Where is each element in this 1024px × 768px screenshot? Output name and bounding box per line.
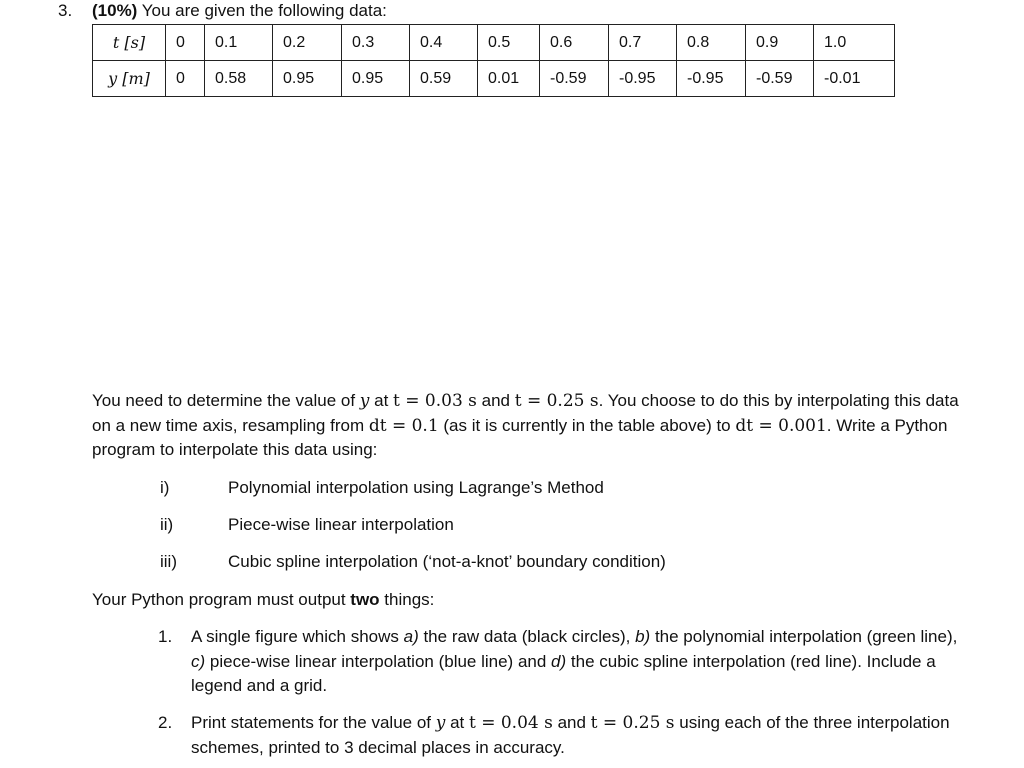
bold-word: two bbox=[350, 590, 380, 609]
t-cell: 0.9 bbox=[746, 25, 814, 61]
method-text: Piece-wise linear interpolation bbox=[228, 515, 454, 534]
text-run: Print statements for the value of bbox=[191, 713, 436, 732]
method-text: Polynomial interpolation using Lagrange’s Method bbox=[228, 478, 604, 497]
italic-marker: c) bbox=[191, 651, 206, 671]
y-cell: -0.95 bbox=[609, 61, 677, 97]
method-number: iii) bbox=[160, 552, 177, 571]
output-item-figure bbox=[158, 625, 958, 699]
text-run: . Write a Python program to interpolate this data using: bbox=[92, 415, 948, 459]
text-run: and bbox=[552, 713, 591, 732]
text-run: piece-wise linear interpolation (blue line) and bbox=[205, 651, 552, 671]
t-cell: 0.1 bbox=[205, 25, 273, 61]
text-run: A single figure which shows bbox=[191, 627, 404, 646]
text-run: at bbox=[445, 713, 469, 732]
t-cell: 0.3 bbox=[342, 25, 410, 61]
t-cell: 0.6 bbox=[540, 25, 609, 61]
y-label: y [m] bbox=[93, 61, 166, 97]
text-run: (as it is currently in the table above) to bbox=[438, 415, 736, 435]
math-eq: t = 0.25 s bbox=[514, 391, 599, 411]
y-cell: 0.95 bbox=[273, 61, 342, 97]
method-number: i) bbox=[160, 478, 170, 497]
text-run: at bbox=[369, 391, 394, 410]
t-cell: 0 bbox=[166, 25, 205, 61]
text-run: and bbox=[476, 391, 515, 410]
math-eq: dt = 0.1 bbox=[368, 415, 439, 436]
y-cell: -0.59 bbox=[746, 61, 814, 97]
t-cell: 0.4 bbox=[410, 25, 478, 61]
t-cell: 0.8 bbox=[677, 25, 746, 61]
italic-marker: a) bbox=[403, 627, 419, 646]
table-row-y bbox=[93, 61, 895, 97]
method-text: Cubic spline interpolation (‘not-a-knot’ boundary condition) bbox=[228, 552, 666, 571]
text-run: . You choose to do this by interpolating this data on a new time axis, resampling from bbox=[92, 391, 959, 435]
t-label: t [s] bbox=[93, 25, 166, 61]
output-item-print bbox=[158, 711, 958, 760]
text-run: the cubic spline interpolation (red line). Include a legend and a grid. bbox=[191, 651, 936, 695]
y-cell: 0.01 bbox=[478, 61, 540, 97]
output-number: 1. bbox=[158, 627, 173, 646]
output-text bbox=[191, 625, 958, 699]
y-cell: 0.58 bbox=[205, 61, 273, 97]
math-eq: dt = 0.001 bbox=[735, 415, 827, 436]
text-run: the raw data (black circles), bbox=[418, 627, 636, 646]
italic-marker: b) bbox=[635, 627, 651, 646]
method-item bbox=[160, 550, 666, 574]
method-item bbox=[160, 513, 454, 537]
question-number: 3. bbox=[58, 1, 73, 20]
math-y: y bbox=[435, 713, 446, 733]
text-run: Your Python program must output bbox=[92, 590, 351, 609]
text-run: You need to determine the value of bbox=[92, 391, 360, 410]
outputs-intro bbox=[92, 588, 434, 612]
output-number: 2. bbox=[158, 713, 173, 732]
text-run: using each of the three interpolation schemes, printed to 3 decimal places in accuracy. bbox=[191, 713, 950, 757]
task-description bbox=[92, 389, 972, 463]
t-cell: 0.2 bbox=[273, 25, 342, 61]
question-intro: You are given the following data: bbox=[137, 1, 387, 20]
y-cell: -0.01 bbox=[814, 61, 895, 97]
t-cell: 0.7 bbox=[609, 25, 677, 61]
table-row-t bbox=[93, 25, 895, 61]
t-cell: 0.5 bbox=[478, 25, 540, 61]
math-y: y bbox=[359, 391, 370, 411]
y-cell: 0.59 bbox=[410, 61, 478, 97]
question-heading bbox=[58, 0, 387, 22]
method-item bbox=[160, 476, 604, 500]
y-cell: 0 bbox=[166, 61, 205, 97]
t-cell: 1.0 bbox=[814, 25, 895, 61]
method-number: ii) bbox=[160, 515, 174, 534]
italic-marker: d) bbox=[551, 651, 567, 671]
data-table bbox=[92, 24, 895, 97]
y-cell: -0.95 bbox=[677, 61, 746, 97]
question-percent: (10%) bbox=[92, 1, 138, 20]
math-eq: t = 0.25 s bbox=[590, 713, 675, 733]
math-eq: t = 0.03 s bbox=[393, 391, 477, 411]
math-eq: t = 0.04 s bbox=[468, 713, 553, 733]
y-cell: 0.95 bbox=[342, 61, 410, 97]
output-text bbox=[191, 711, 958, 760]
y-cell: -0.59 bbox=[540, 61, 609, 97]
text-run: the polynomial interpolation (green line), bbox=[650, 627, 958, 646]
text-run: things: bbox=[379, 590, 435, 609]
